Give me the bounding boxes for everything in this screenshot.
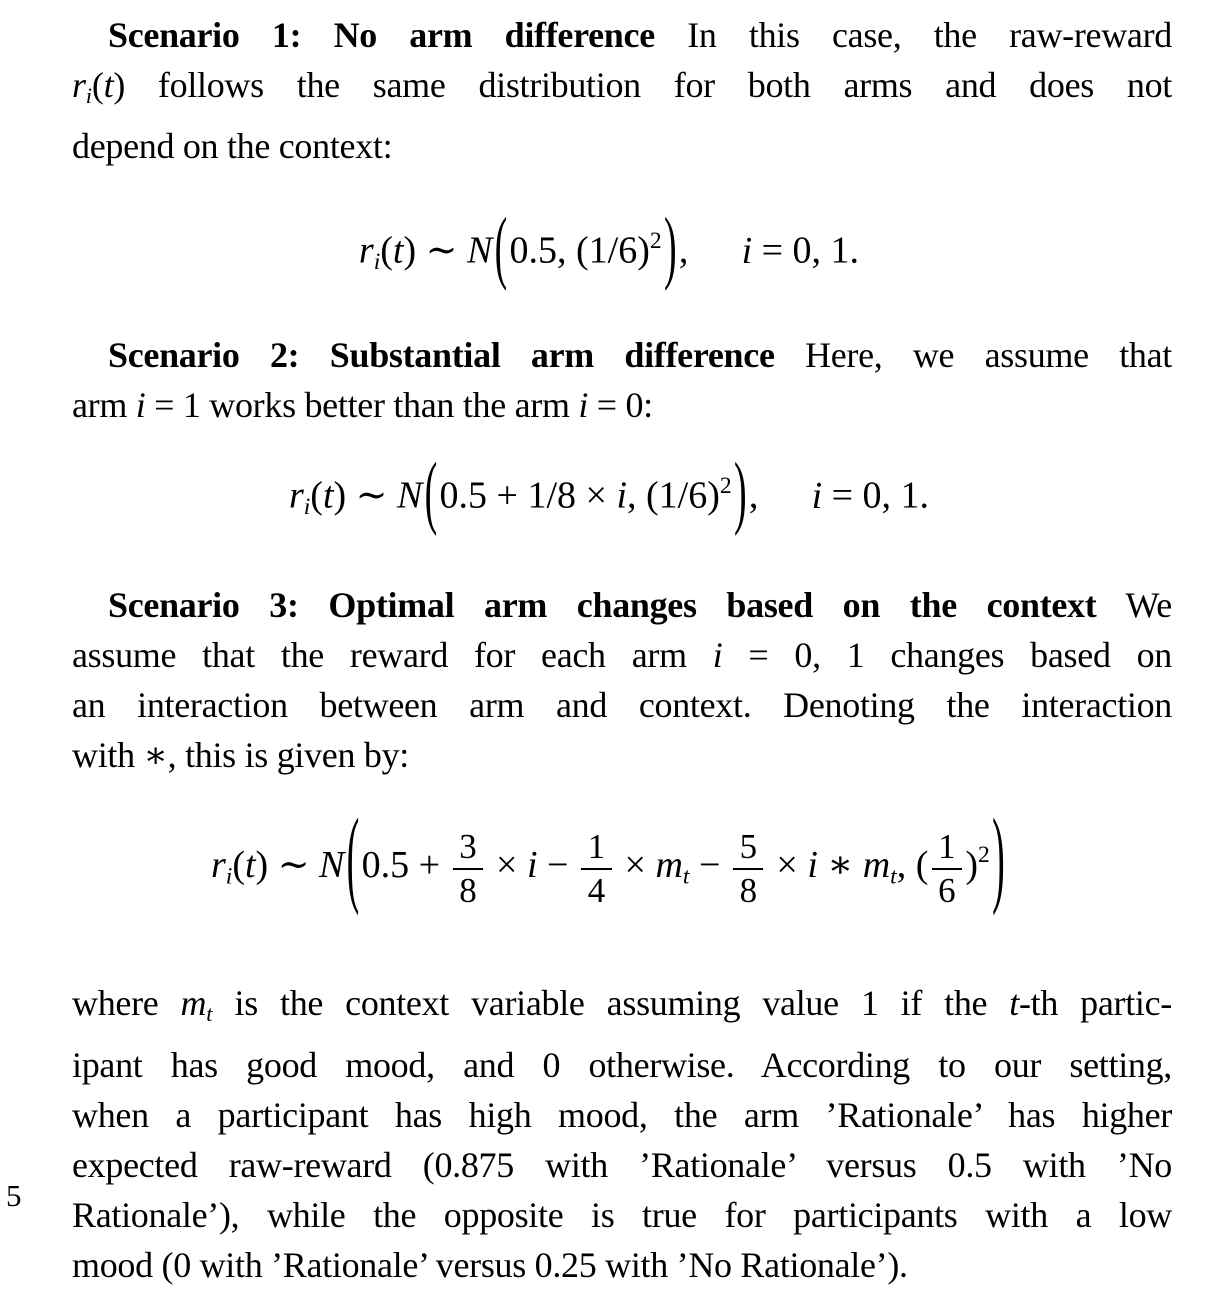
text-run: × — [486, 843, 527, 886]
math-var: i — [811, 475, 823, 518]
stacked-fraction: $\frac{5}{8}$ — [733, 830, 763, 909]
text-run: ) — [255, 843, 269, 886]
text-line — [72, 330, 1172, 380]
text-run: ) — [403, 229, 417, 272]
text-run: ) follows the same distribution for both arms and does not — [113, 65, 1172, 105]
text-run: In this case, the raw-reward — [654, 15, 1172, 55]
text-run: = 1 works better than the arm — [145, 385, 579, 426]
equation-scenario-1 — [0, 189, 1218, 314]
text-line — [72, 60, 1172, 121]
math-var: m — [655, 843, 683, 886]
text-run: ∼ — [346, 475, 397, 518]
big-paren: ) — [663, 202, 677, 293]
math-var: i — [712, 634, 723, 675]
bold-run: Scenario 2: Substantial arm difference — [108, 335, 775, 376]
text-run: with ∗, this is given by: — [72, 734, 409, 775]
text-line — [72, 380, 1172, 430]
text-run: We — [1096, 584, 1172, 625]
subscript: t — [682, 862, 690, 889]
text-run: = 0, 1. — [752, 229, 860, 272]
text-line — [72, 630, 1172, 680]
text-run: ∼ — [268, 843, 320, 886]
text-line — [72, 1090, 1172, 1140]
text-run: ) — [333, 475, 347, 518]
superscript: 2 — [978, 841, 990, 868]
text-run: Here, we assume that — [774, 335, 1172, 376]
big-paren: ( — [424, 447, 438, 538]
text-run: where — [72, 983, 181, 1024]
text-run: , — [678, 229, 689, 272]
math-var: r — [358, 229, 374, 272]
text-run: ( — [380, 229, 393, 272]
superscript: 2 — [649, 228, 662, 255]
text-run: 0.5, (1/6) — [509, 229, 650, 272]
big-paren: ( — [494, 202, 508, 293]
superscript: 2 — [719, 473, 732, 500]
text-run: is the context variable assuming value 1 if the — [212, 983, 1010, 1024]
stacked-fraction: $\frac{3}{8}$ — [453, 830, 483, 909]
text-run: assume that the reward for each arm — [72, 634, 713, 675]
math-var: t — [244, 843, 256, 886]
text-run: 0.5 + — [361, 843, 450, 886]
text-run: × — [615, 843, 656, 886]
text-run: an interaction between arm and context. Denoting the interaction — [72, 684, 1172, 725]
subscript: i — [85, 83, 92, 109]
math-var: r — [210, 843, 226, 886]
math-var: N — [397, 475, 423, 518]
paragraph-scenario-2 — [0, 330, 1218, 430]
paragraph-scenario-1 — [0, 10, 1218, 171]
big-paren: ) — [992, 798, 1005, 919]
text-run: expected raw-reward (0.875 with ’Rationale’ versus 0.5 with ’No — [72, 1144, 1172, 1185]
text-line — [72, 10, 1172, 60]
subscript: t — [206, 1001, 213, 1027]
subscript: i — [225, 862, 233, 889]
text-run: − — [537, 843, 578, 886]
text-line — [72, 730, 1172, 780]
text-line — [72, 1140, 1172, 1190]
math-var: m — [862, 843, 891, 886]
math-var: r — [288, 475, 304, 518]
math-var: i — [741, 229, 753, 272]
math-var: t — [103, 65, 114, 105]
math-var: r — [72, 65, 86, 105]
equation-scenario-3 — [0, 788, 1218, 951]
text-run: ( — [232, 843, 245, 886]
text-run: ipant has good mood, and 0 otherwise. According to our setting, — [72, 1044, 1172, 1085]
text-run: = 0, 1 changes based on — [722, 634, 1172, 675]
text-line — [72, 1040, 1172, 1090]
text-run: ∼ — [416, 229, 467, 272]
text-run: , ( — [896, 843, 929, 886]
page-number: 5 — [6, 1178, 22, 1213]
paragraph-context-explanation — [0, 978, 1218, 1289]
subscript: i — [303, 494, 311, 521]
text-line — [72, 580, 1172, 630]
math-var: i — [578, 385, 589, 426]
text-line — [72, 978, 1172, 1039]
text-run: depend on the context: — [72, 126, 393, 167]
text-run: ( — [91, 65, 104, 105]
equation-scenario-2 — [0, 434, 1218, 559]
bold-run: Scenario 1: No arm difference — [108, 15, 655, 55]
math-var: i — [526, 843, 538, 886]
text-run: ( — [310, 475, 323, 518]
math-var: N — [319, 843, 345, 886]
math-var: i — [616, 475, 628, 518]
text-run: ) — [965, 843, 979, 886]
text-run: = 0, 1. — [822, 475, 930, 518]
text-line — [72, 680, 1172, 730]
text-run: ∗ — [817, 843, 863, 886]
text-run: − — [689, 843, 730, 886]
text-run: , (1/6) — [627, 475, 720, 518]
math-var: m — [180, 983, 207, 1024]
stacked-fraction: $\frac{1}{6}$ — [932, 830, 962, 909]
text-run: when a participant has high mood, the arm ’Rationale’ has higher — [72, 1094, 1172, 1135]
text-line — [72, 1240, 1172, 1290]
math-var: t — [1009, 983, 1019, 1024]
text-line — [72, 121, 1172, 171]
text-run: × — [766, 843, 808, 886]
text-run: = 0: — [588, 385, 653, 426]
text-run: , — [748, 475, 759, 518]
text-run: 0.5 + 1/8 × — [439, 475, 617, 518]
text-line — [72, 1190, 1172, 1240]
math-var: t — [322, 475, 334, 518]
text-run: mood (0 with ’Rationale’ versus 0.25 with ’No Rationale’). — [72, 1244, 908, 1285]
math-var: N — [466, 229, 493, 272]
subscript: t — [890, 862, 897, 889]
big-paren: ) — [733, 447, 747, 538]
paragraph-scenario-3 — [0, 580, 1218, 780]
bold-run: Scenario 3: Optimal arm changes based on the context — [108, 584, 1097, 625]
math-var: t — [392, 229, 404, 272]
text-run: -th partic- — [1018, 983, 1172, 1024]
subscript: i — [373, 249, 381, 276]
big-paren: ( — [346, 798, 360, 919]
text-run: arm — [72, 385, 136, 426]
stacked-fraction: $\frac{1}{4}$ — [581, 830, 611, 909]
math-var: i — [807, 843, 818, 886]
math-var: i — [135, 385, 146, 426]
text-run: Rationale’), while the opposite is true for participants with a low — [72, 1194, 1172, 1235]
